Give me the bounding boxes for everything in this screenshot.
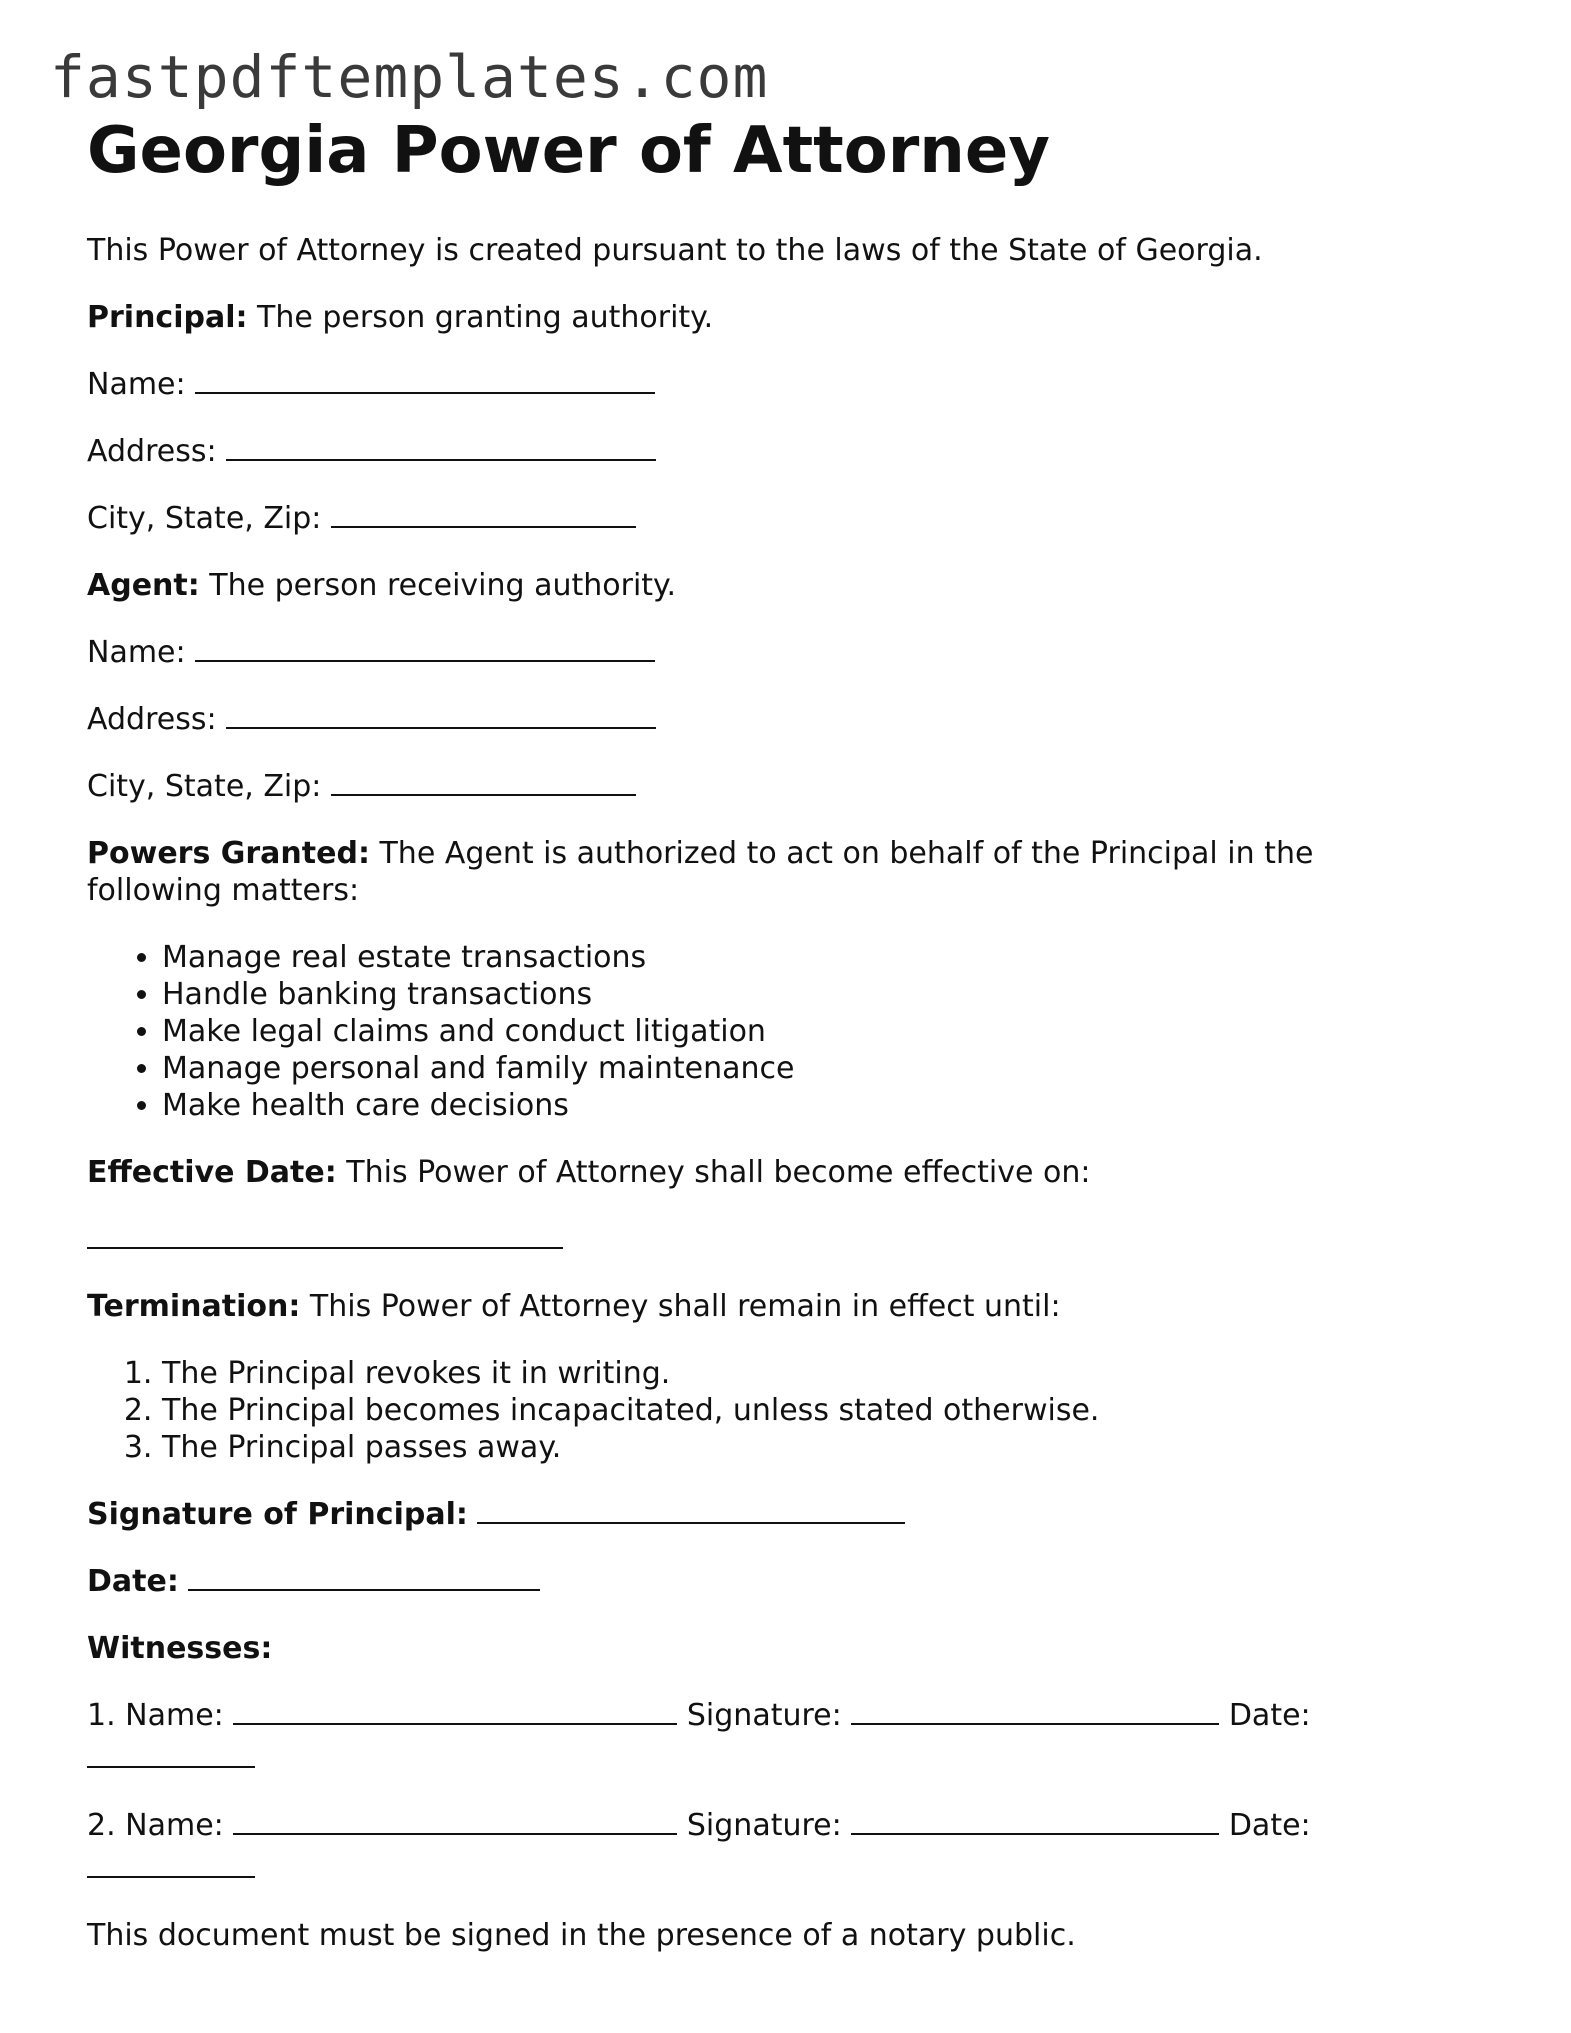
effective-heading [87,1154,1487,1191]
witness-date-label: Date: [1228,1698,1311,1733]
agent-label: Agent: [87,568,200,603]
witness-number: 1. [87,1698,116,1733]
intro-text: This Power of Attorney is created pursuant to the laws of the State of Georgia. [87,233,1263,268]
agent-address-row [87,701,1487,738]
principal-name-label: Name: [87,367,186,402]
powers-heading [87,835,1377,909]
witness-2-date-field[interactable] [87,1850,255,1878]
termination-label: Termination: [87,1289,301,1324]
principal-city-label: City, State, Zip: [87,501,322,536]
principal-address-row [87,433,1487,470]
agent-address-label: Address: [87,702,217,737]
principal-name-field[interactable] [195,366,655,394]
principal-name-row [87,366,1487,403]
principal-signature-row [87,1496,1487,1533]
signature-date-field[interactable] [188,1563,540,1591]
principal-address-field[interactable] [226,433,656,461]
termination-heading [87,1288,1487,1325]
powers-label: Powers Granted: [87,836,370,871]
list-item: 1. The Principal revokes it in writing. [162,1355,1487,1392]
witness-name-label: Name: [125,1808,224,1843]
agent-city-label: City, State, Zip: [87,769,322,804]
agent-name-label: Name: [87,635,186,670]
witness-signature-label: Signature: [686,1808,842,1843]
principal-signature-field[interactable] [477,1496,905,1524]
list-item: • Manage real estate transactions [162,939,1487,976]
effective-date-row [87,1221,1487,1258]
list-item: 3. The Principal passes away. [162,1429,1487,1466]
witness-1-name-field[interactable] [233,1697,677,1725]
witness-2-signature-field[interactable] [851,1807,1219,1835]
witness-name-label: Name: [125,1698,224,1733]
principal-label: Principal: [87,300,248,335]
witness-1-signature-field[interactable] [851,1697,1219,1725]
witness-date-label: Date: [1228,1808,1311,1843]
principal-city-field[interactable] [331,500,636,528]
principal-city-row [87,500,1487,537]
witness-row-2 [87,1807,1487,1844]
effective-date-field[interactable] [87,1221,563,1249]
witness-signature-label: Signature: [686,1698,842,1733]
notary-note: This document must be signed in the presence of a notary public. [87,1918,1076,1953]
witness-1-date-row [87,1740,1487,1777]
list-item: 2. The Principal becomes incapacitated, unless stated otherwise. [162,1392,1487,1429]
agent-heading [87,567,1487,604]
effective-label: Effective Date: [87,1155,337,1190]
principal-address-label: Address: [87,434,217,469]
witness-2-name-field[interactable] [233,1807,677,1835]
witness-number: 2. [87,1808,116,1843]
signature-date-row [87,1563,1487,1600]
witness-2-date-row [87,1850,1487,1887]
agent-city-row [87,768,1487,805]
powers-list [87,939,1487,1124]
principal-description: The person granting authority. [257,300,714,335]
list-item: • Make legal claims and conduct litigation [162,1013,1487,1050]
witnesses-heading [87,1630,1487,1667]
witness-1-date-field[interactable] [87,1740,255,1768]
agent-address-field[interactable] [226,701,656,729]
signature-date-label: Date: [87,1564,179,1599]
agent-city-field[interactable] [331,768,636,796]
termination-list [87,1355,1487,1466]
agent-name-row [87,634,1487,671]
site-watermark: fastpdftemplates.com [50,43,769,111]
list-item: • Manage personal and family maintenance [162,1050,1487,1087]
agent-description: The person receiving authority. [209,568,677,603]
witness-row-1 [87,1697,1487,1734]
principal-heading [87,299,1487,336]
principal-signature-label: Signature of Principal: [87,1497,468,1532]
list-item: • Make health care decisions [162,1087,1487,1124]
document-body [87,112,1487,1984]
agent-name-field[interactable] [195,634,655,662]
document-title: Georgia Power of Attorney [87,114,1050,188]
witnesses-label: Witnesses: [87,1631,273,1666]
termination-description: This Power of Attorney shall remain in effect until: [309,1289,1061,1324]
powers-description: The Agent is authorized to act on behalf of the Principal in the following matters: [87,836,1314,908]
list-item: • Handle banking transactions [162,976,1487,1013]
effective-description: This Power of Attorney shall become effective on: [346,1155,1091,1190]
